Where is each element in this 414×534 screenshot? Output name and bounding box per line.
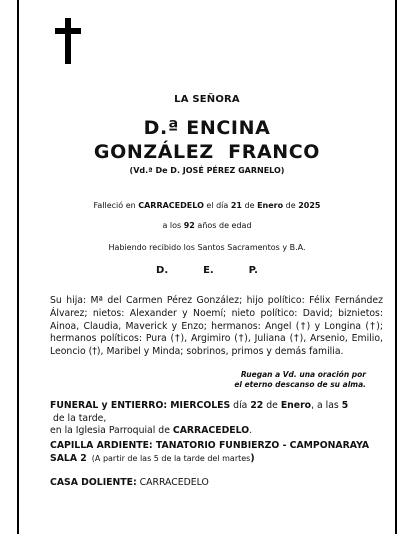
dep-line: D. E. P. [156, 265, 258, 276]
house-value: CARRACEDELO [136, 477, 209, 488]
sacraments-line: Habiendo recibido los Santos Sacramentos y B.A. [108, 243, 306, 252]
house-label: CASA DOLIENTE: [50, 477, 137, 488]
right-border [395, 0, 397, 534]
deceased-name-line2: GONZÁLEZ FRANCO [93, 141, 321, 163]
age-line: a los 92 años de edad [162, 221, 252, 230]
funeral-label: FUNERAL y ENTIERRO: MIERCOLES [50, 400, 231, 411]
funeral-info: FUNERAL y ENTIERRO: MIERCOLES día 22 de Enero, a las 5 de la tarde, en la Iglesia Parroquial de CARRACEDELO. [50, 400, 349, 436]
prayer-line-1: Ruegan a Vd. una oración por [240, 370, 366, 379]
latin-cross-icon [52, 18, 84, 64]
title-la-senora: LA SEÑORA [174, 94, 240, 105]
chapel-note: (A partir de las 5 de la tarde del martes [86, 453, 251, 463]
family-paragraph: Su hija: Mª del Carmen Pérez González; hijo político: Félix Fernández Álvarez; nietos: Alexander y Noemí; nieto político: David; biznietos: Ainoa, Claudia, Maverick y Enzo; hermanos: Angel (†) y Longina (†); hermanos políticos: Pura (†), Argimiro (†), Juliana (†), Arsenio, Emilio, Leoncio (†), Maribel y Minda; sobrinos, primos y demás familia. [50, 295, 383, 358]
chapel-label: CAPILLA ARDIENTE: TANATORIO FUNBIERZO - CAMPONARAYA [50, 440, 370, 451]
chapel-info: CAPILLA ARDIENTE: TANATORIO FUNBIERZO - CAMPONARAYA SALA 2 (A partir de las 5 de la tarde del martes) [50, 440, 370, 464]
deceased-name-line1: D.ª ENCINA [143, 117, 271, 139]
house-info [50, 477, 390, 490]
prayer-request [166, 370, 366, 390]
chapel-room: SALA 2 [50, 452, 87, 464]
widow-of-line: (Vd.ª De D. JOSÉ PÉREZ GARNELO) [129, 166, 285, 175]
death-line: Falleció en CARRACEDELO el día 21 de Enero de 2025 [93, 201, 321, 210]
prayer-line-2: el eterno descanso de su alma. [234, 380, 366, 389]
